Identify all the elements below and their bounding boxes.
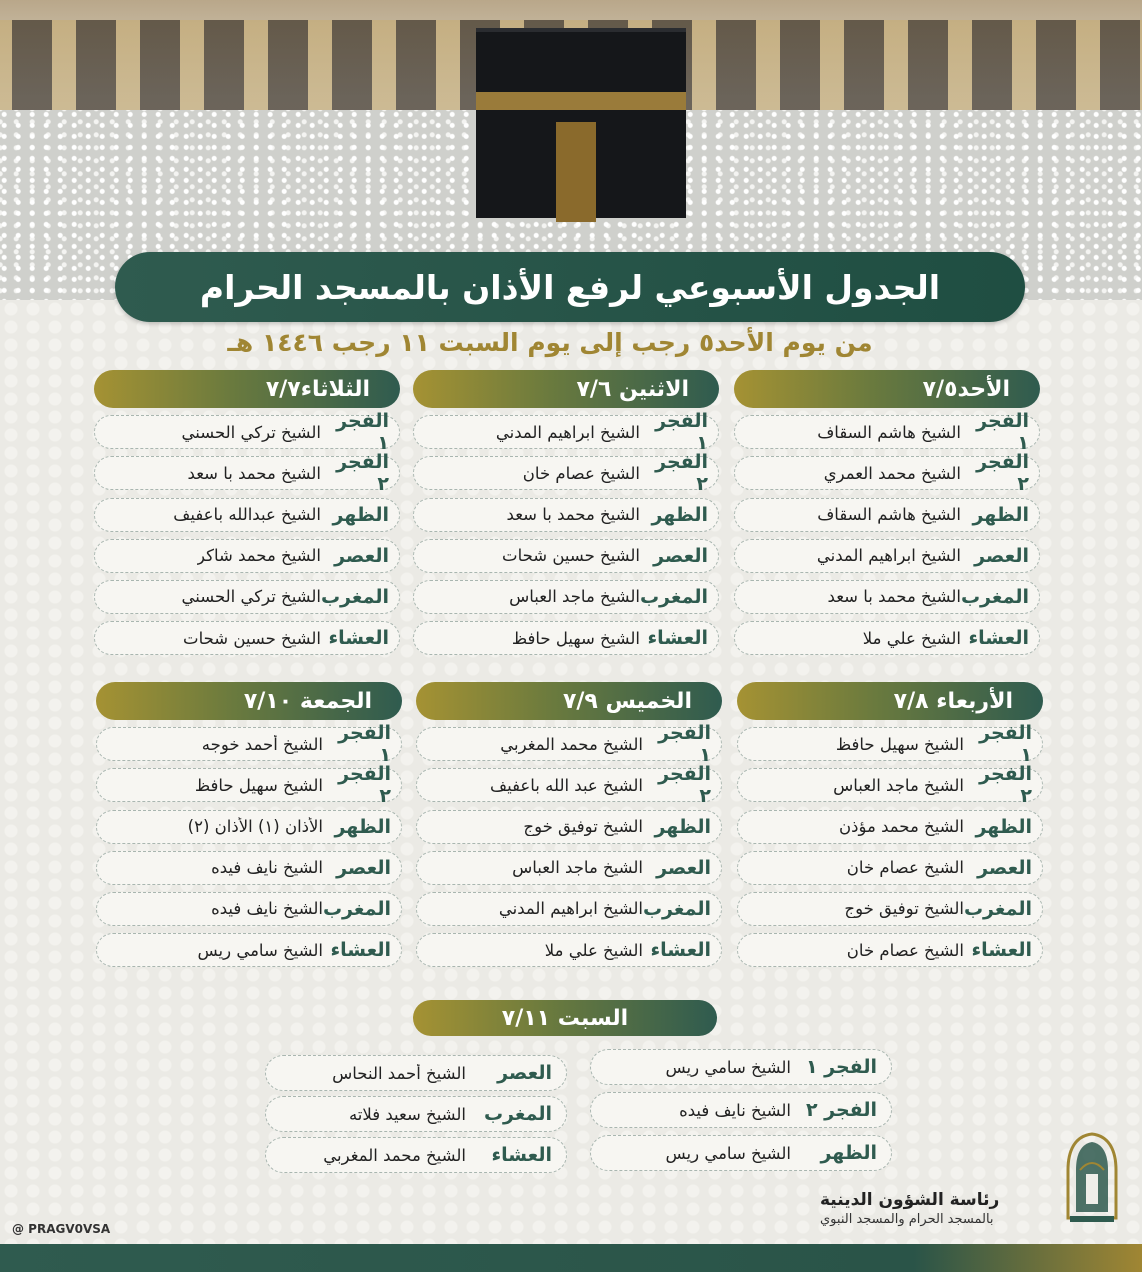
prayer-label: العشاء <box>971 939 1032 962</box>
muezzin-name: الشيخ سامي ريس <box>665 1143 791 1163</box>
prayer-label: العصر <box>336 856 391 879</box>
prayer-label: الفجر ٢ <box>979 763 1032 808</box>
schedule-row <box>734 621 1040 655</box>
prayer-label: العشاء <box>491 1144 552 1166</box>
kaaba-door <box>556 122 596 222</box>
muezzin-name: الأذان (١) الأذان (٢) <box>187 817 323 837</box>
muezzin-name: الشيخ محمد با سعد <box>506 505 640 525</box>
schedule-row <box>734 539 1040 573</box>
schedule-row <box>96 933 402 967</box>
footer-bar <box>0 1244 1142 1272</box>
schedule-row <box>734 580 1040 614</box>
prayer-label: المغرب <box>322 897 391 920</box>
muezzin-name: الشيخ محمد شاكر <box>197 546 321 566</box>
schedule-row <box>737 722 1043 767</box>
prayer-label: الفجر ١ <box>655 410 708 455</box>
muezzin-name: الشيخ محمد العمري <box>823 463 961 483</box>
muezzin-name: الشيخ نايف فيده <box>679 1100 791 1120</box>
muezzin-name: الشيخ علي ملا <box>544 940 643 960</box>
schedule-row <box>96 763 402 808</box>
schedule-row <box>96 851 402 885</box>
schedule-row <box>737 810 1043 844</box>
muezzin-name: الشيخ ابراهيم المدني <box>495 422 640 442</box>
date-range-subtitle: من يوم الأحد٥ رجب إلى يوم السبت ١١ رجب ١٤٤٦ هـ <box>227 328 873 357</box>
day-header: الجمعة ٧/١٠ <box>96 682 402 720</box>
prayer-label: العشاء <box>328 627 389 650</box>
prayer-label: الفجر ١ <box>658 722 711 767</box>
schedule-row <box>416 763 722 808</box>
muezzin-name: الشيخ محمد المغربي <box>323 1145 466 1165</box>
prayer-label: الفجر ١ <box>336 410 389 455</box>
day-card-wednesday <box>737 682 1043 967</box>
schedule-row <box>413 451 719 496</box>
social-handle: @ PRAGV0VSA <box>12 1222 111 1236</box>
prayer-label: الظهر <box>651 503 708 526</box>
day-header: الخميس ٧/٩ <box>416 682 722 720</box>
schedule-row <box>734 410 1040 455</box>
schedule-row <box>94 539 400 573</box>
muezzin-name: الشيخ محمد با سعد <box>187 463 321 483</box>
prayer-label: المغرب <box>483 1103 552 1125</box>
presidency-logo-icon <box>1062 1130 1122 1225</box>
day-card-tuesday <box>94 370 400 655</box>
day-header: الاثنين ٧/٦ <box>413 370 719 408</box>
muezzin-name: الشيخ تركي الحسني <box>181 587 321 607</box>
muezzin-name: الشيخ حسين شحات <box>183 628 321 648</box>
muezzin-name: الشيخ ماجد العباس <box>512 858 643 878</box>
prayer-label: الظهر <box>820 1142 877 1164</box>
muezzin-name: الشيخ تركي الحسني <box>181 422 321 442</box>
schedule-row <box>737 851 1043 885</box>
prayer-label: الفجر ٢ <box>976 451 1029 496</box>
muezzin-name: الشيخ ابراهيم المدني <box>816 546 961 566</box>
prayer-label: العصر <box>974 544 1029 567</box>
prayer-label: المغرب <box>642 897 711 920</box>
muezzin-name: الشيخ أحمد النحاس <box>332 1063 466 1083</box>
muezzin-name: الشيخ محمد مؤذن <box>839 817 964 837</box>
schedule-row <box>413 410 719 455</box>
muezzin-name: الشيخ عبد الله باعفيف <box>490 775 643 795</box>
prayer-label: العصر <box>653 544 708 567</box>
prayer-label: الظهر <box>654 815 711 838</box>
muezzin-name: الشيخ عصام خان <box>846 940 964 960</box>
schedule-row <box>94 410 400 455</box>
schedule-row <box>737 892 1043 926</box>
prayer-label: الفجر ١ <box>976 410 1029 455</box>
day-header: الأحد٧/٥ <box>734 370 1040 408</box>
day-card-monday <box>413 370 719 655</box>
muezzin-name: الشيخ نايف فيده <box>211 899 323 919</box>
day-header-saturday: السبت ٧/١١ <box>413 1000 717 1036</box>
muezzin-name: الشيخ هاشم السقاف <box>817 422 961 442</box>
muezzin-name: الشيخ محمد با سعد <box>827 587 961 607</box>
prayer-label: العشاء <box>968 627 1029 650</box>
schedule-row <box>590 1049 892 1085</box>
prayer-label: الفجر ٢ <box>658 763 711 808</box>
schedule-row <box>590 1092 892 1128</box>
muezzin-name: الشيخ عصام خان <box>846 858 964 878</box>
schedule-row <box>416 722 722 767</box>
schedule-row <box>94 498 400 532</box>
muezzin-name: الشيخ سهيل حافظ <box>194 775 323 795</box>
schedule-row <box>416 892 722 926</box>
schedule-row <box>96 810 402 844</box>
prayer-label: العصر <box>656 856 711 879</box>
prayer-label: العصر <box>334 544 389 567</box>
muezzin-name: الشيخ علي ملا <box>862 628 961 648</box>
schedule-row <box>265 1096 567 1132</box>
muezzin-name: الشيخ أحمد خوجه <box>201 734 323 754</box>
muezzin-name: الشيخ ماجد العباس <box>509 587 640 607</box>
prayer-label: الفجر ١ <box>805 1056 877 1078</box>
schedule-row <box>96 722 402 767</box>
prayer-label: العشاء <box>650 939 711 962</box>
prayer-label: العشاء <box>647 627 708 650</box>
schedule-row <box>734 451 1040 496</box>
schedule-row <box>413 498 719 532</box>
day-card-thursday <box>416 682 722 967</box>
schedule-row <box>734 498 1040 532</box>
schedule-row <box>94 580 400 614</box>
schedule-row <box>413 580 719 614</box>
schedule-row <box>265 1055 567 1091</box>
muezzin-name: الشيخ توفيق خوج <box>844 899 964 919</box>
schedule-row <box>413 621 719 655</box>
prayer-label: المغرب <box>960 585 1029 608</box>
prayer-label: العشاء <box>330 939 391 962</box>
prayer-label: العصر <box>497 1062 552 1084</box>
schedule-row <box>416 933 722 967</box>
muezzin-name: الشيخ توفيق خوج <box>523 817 643 837</box>
day-header: الأربعاء ٧/٨ <box>737 682 1043 720</box>
muezzin-name: الشيخ عصام خان <box>522 463 640 483</box>
schedule-row <box>413 539 719 573</box>
schedule-row <box>737 933 1043 967</box>
day-card-friday <box>96 682 402 967</box>
schedule-row <box>94 621 400 655</box>
prayer-label: الفجر ٢ <box>338 763 391 808</box>
prayer-label: الفجر ١ <box>979 722 1032 767</box>
muezzin-name: الشيخ ماجد العباس <box>833 775 964 795</box>
prayer-label: العصر <box>977 856 1032 879</box>
schedule-row <box>416 851 722 885</box>
muezzin-name: الشيخ سهيل حافظ <box>511 628 640 648</box>
prayer-label: الفجر ٢ <box>655 451 708 496</box>
muezzin-name: الشيخ سهيل حافظ <box>835 734 964 754</box>
muezzin-name: الشيخ سامي ريس <box>665 1057 791 1077</box>
prayer-label: الظهر <box>334 815 391 838</box>
muezzin-name: الشيخ هاشم السقاف <box>817 505 961 525</box>
muezzin-name: الشيخ محمد المغربي <box>500 734 643 754</box>
prayer-label: الظهر <box>332 503 389 526</box>
schedule-row <box>96 892 402 926</box>
schedule-row <box>416 810 722 844</box>
org-name: رئاسة الشؤون الدينية <box>820 1190 1000 1210</box>
day-header: الثلاثاء٧/٧ <box>94 370 400 408</box>
muezzin-name: الشيخ سامي ريس <box>197 940 323 960</box>
prayer-label: المغرب <box>963 897 1032 920</box>
kaaba-band <box>476 92 686 110</box>
schedule-row <box>737 763 1043 808</box>
prayer-label: الظهر <box>972 503 1029 526</box>
schedule-row <box>590 1135 892 1171</box>
day-card-sunday <box>734 370 1040 655</box>
muezzin-name: الشيخ سعيد فلاته <box>348 1104 466 1124</box>
muezzin-name: الشيخ نايف فيده <box>211 858 323 878</box>
schedule-row <box>94 451 400 496</box>
org-subname: بالمسجد الحرام والمسجد النبوي <box>820 1212 994 1227</box>
prayer-label: الفجر ٢ <box>336 451 389 496</box>
prayer-label: المغرب <box>320 585 389 608</box>
prayer-label: المغرب <box>639 585 708 608</box>
schedule-row <box>265 1137 567 1173</box>
muezzin-name: الشيخ ابراهيم المدني <box>498 899 643 919</box>
page-title: الجدول الأسبوعي لرفع الأذان بالمسجد الحرام <box>115 252 1025 322</box>
muezzin-name: الشيخ عبدالله باعفيف <box>173 505 321 525</box>
muezzin-name: الشيخ حسين شحات <box>502 546 640 566</box>
prayer-label: الظهر <box>975 815 1032 838</box>
prayer-label: الفجر ١ <box>338 722 391 767</box>
kaaba-illustration <box>476 28 686 218</box>
prayer-label: الفجر ٢ <box>805 1099 877 1121</box>
